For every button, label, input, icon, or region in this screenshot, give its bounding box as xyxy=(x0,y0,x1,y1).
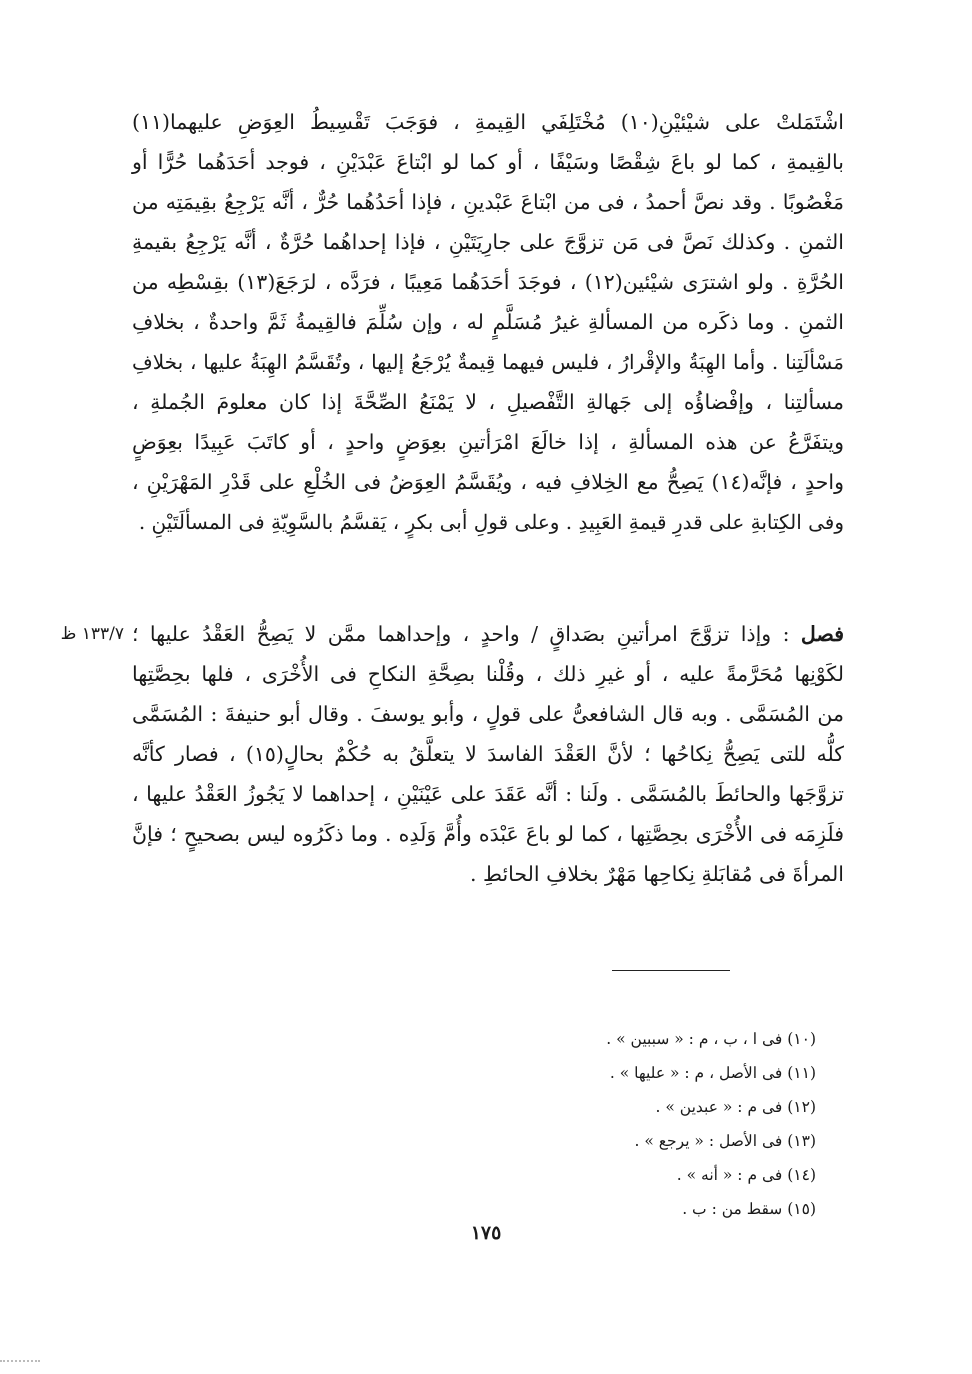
text-line: واحدٍ ، فإنَّه(١٤) يَصِحُّ مع الخِلافِ فيه ، ويُقَسَّمُ العِوَضُ فى الخُلْعِ على قَدْرِ المَهْرَيْنِ ، xyxy=(132,470,845,494)
text-line: فلَزِمَه فى الأُخْرَى بحِصَّتِها ، كما لو باعَ عَبْدَه وأُمَّ وَلَدِه . وما ذكَرُوه ليس بصحيحٍ ؛ فإنَّ xyxy=(132,822,844,846)
text-line: المرأةَ فى مُقابَلةِ نِكاحِها مَهْرٌ بخلافِ الحائطِ . xyxy=(469,862,844,886)
text-line: تزوَّجَها والحائطَ بالمُسَمَّى . ولَنا : أنَّه عَقَدَ على عَيْنَيْنِ ، إحداهما لا يَجُوزُ العَقْدُ عليها ، xyxy=(132,782,844,806)
footnotes xyxy=(456,1022,816,1226)
page-number: ١٧٥ xyxy=(470,1222,502,1244)
text-line: الثمنِ . وما ذكَره من المسألةِ غيرُ مُسَلَّمٍ له ، وإن سُلِّمَ فالقِيمةُ ثَمَّ واحدةٌ ، بخلافِ xyxy=(132,310,844,334)
text-line: ويتفَرَّعُ عن هذه المسألةِ ، إذا خالَعَ امْرَأتينِ بعِوَضٍ واحدٍ ، أو كاتَبَ عَبِيدًا بعِوَضٍ xyxy=(132,430,844,454)
text-line: من المُسَمَّى . وبه قال الشافعىُّ على قولٍ ، وأبو يوسفَ . وقال أبو حنيفةَ : المُسَمَّى xyxy=(132,702,844,726)
footnote: (١٠) فى ا ، ب ، م : « سببين » . xyxy=(606,1030,816,1048)
margin-reference: ١٣٣/٧ ظ xyxy=(60,624,124,644)
footnote-separator xyxy=(612,970,730,971)
text-line: الثمنِ . وكذلك نَصَّ فى مَن تزوَّجَ على جارِيَتَيْنِ ، فإذا إحداهُما حُرَّةٌ ، أنَّه يَرْجِعُ بقيمةِ xyxy=(132,230,844,254)
text-line: بالقِيمةِ ، كما لو باعَ شِقْصًا وسَيْفًا ، أو كما لو ابْتاعَ عَبْدَيْنِ ، فوجد أحَدَهُما حُرًّا أو xyxy=(132,150,844,174)
text-line: وفى الكِتابةِ على قدرِ قيمةِ العَبِيدِ . وعلى قولِ أبى بكرٍ ، يَقسَّمُ بالسَّوِيّةِ فى المسألَتَيْنِ . xyxy=(138,510,844,534)
text-line: الحُرَّةِ . ولو اشترَى شيْئين(١٢) ، فوجَدَ أحَدَهُما مَعِيبًا ، فرَدَّه ، لرَجَعَ(١٣) بقِسْطِه من xyxy=(132,270,844,294)
footnote: (١٤) فى م : « أنه » . xyxy=(676,1166,816,1184)
text-line: اشْتَمَلتْ على شيْئيْنِ(١٠) مُخْتَلِفَي القِيمةِ ، فوَجَبَ تَقْسِيطُ العِوَضِ عليهما(١١) xyxy=(132,110,844,134)
text-line: مَغْصُوبًا . وقد نصَّ أحمدُ ، فى من ابْتاعَ عَبْدينِ ، فإذا أحَدُهُما حُرٌّ ، أنَّه يَرْجِعُ بقِيمَتِه من xyxy=(132,190,844,214)
section-title: فصل xyxy=(800,622,844,646)
text-line: كلُّه للتى يَصِحُّ نِكاحُها ؛ لأنَّ العَقْدَ الفاسدَ لا يتعلَّقُ به حُكْمٌ بحالٍ(١٥) ، فصار كأنَّه xyxy=(132,742,844,766)
text-line-first xyxy=(132,614,844,654)
footnote: (١٣) فى الأصل : « يرجع » . xyxy=(634,1132,816,1150)
footnote: (١٥) سقط من : ب . xyxy=(682,1200,816,1218)
scan-edge-mark xyxy=(0,1360,40,1364)
text-line: مَسْألَتِنا . وأما الهِبَةُ والإقْرارُ ، فليس فيهما قِيمةٌ يُرْجَعُ إليها ، وتُقَسَّمُ الهِبَةُ عليها ، بخلافِ xyxy=(132,350,844,374)
footnote: (١٢) فى م : « عبدين » . xyxy=(655,1098,816,1116)
text-line: لكَوْنِها مُحَرَّمةً عليه ، أو غيرِ ذلك ، وقُلْنا بصِحَّةِ النكاحِ فى الأُخْرَى ، فلها بحِصَّتِها xyxy=(132,662,844,686)
text-line-rest: : وإذا تزوَّجَ امرأتينِ بصَداقٍ / واحدٍ ، وإحداهما ممَّن لا يَصِحُّ العَقْدُ عليها ؛ xyxy=(132,622,790,646)
text-line: مسألتِنا ، وإفْضاؤُه إلى جَهالةِ التَّفْصيلِ ، لا يَمْنَعُ الصِّحَّةَ إذا كان معلومَ الجُملةِ ، xyxy=(132,390,844,414)
footnote: (١١) فى الأصل ، م : « عليها » . xyxy=(609,1064,816,1082)
